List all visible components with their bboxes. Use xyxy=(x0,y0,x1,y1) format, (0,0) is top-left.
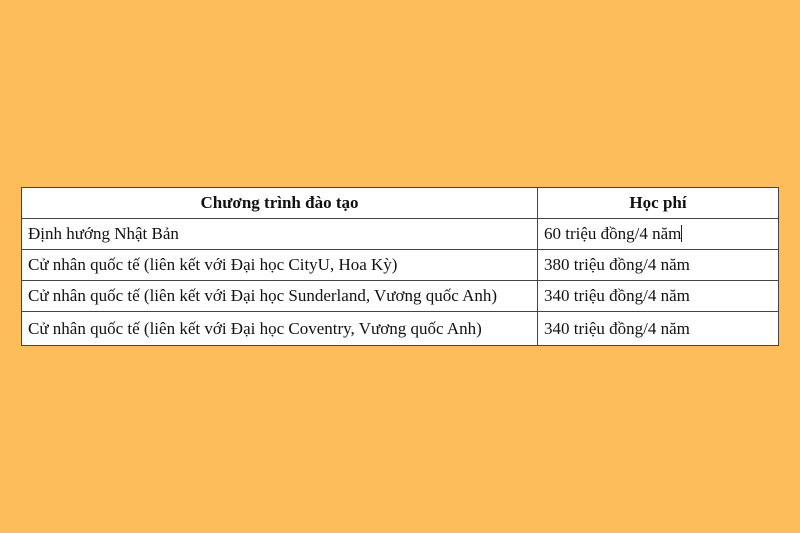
header-tuition: Học phí xyxy=(538,188,779,219)
table-header-row xyxy=(22,188,779,219)
program-cell: Định hướng Nhật Bản xyxy=(22,219,538,250)
table-row xyxy=(22,281,779,312)
tuition-cell: 340 triệu đồng/4 năm xyxy=(538,281,779,312)
header-program: Chương trình đào tạo xyxy=(22,188,538,219)
tuition-value: 60 triệu đồng/4 năm xyxy=(544,224,682,243)
table-row xyxy=(22,219,779,250)
program-cell: Cử nhân quốc tế (liên kết với Đại học Sunderland, Vương quốc Anh) xyxy=(22,281,538,312)
program-cell: Cử nhân quốc tế (liên kết với Đại học Coventry, Vương quốc Anh) xyxy=(22,312,538,346)
tuition-cell: 340 triệu đồng/4 năm xyxy=(538,312,779,346)
table-row xyxy=(22,312,779,346)
tuition-cell: 380 triệu đồng/4 năm xyxy=(538,250,779,281)
tuition-table xyxy=(21,187,779,346)
text-cursor xyxy=(681,225,682,242)
table-row xyxy=(22,250,779,281)
tuition-cell xyxy=(538,219,779,250)
program-cell: Cử nhân quốc tế (liên kết với Đại học CityU, Hoa Kỳ) xyxy=(22,250,538,281)
